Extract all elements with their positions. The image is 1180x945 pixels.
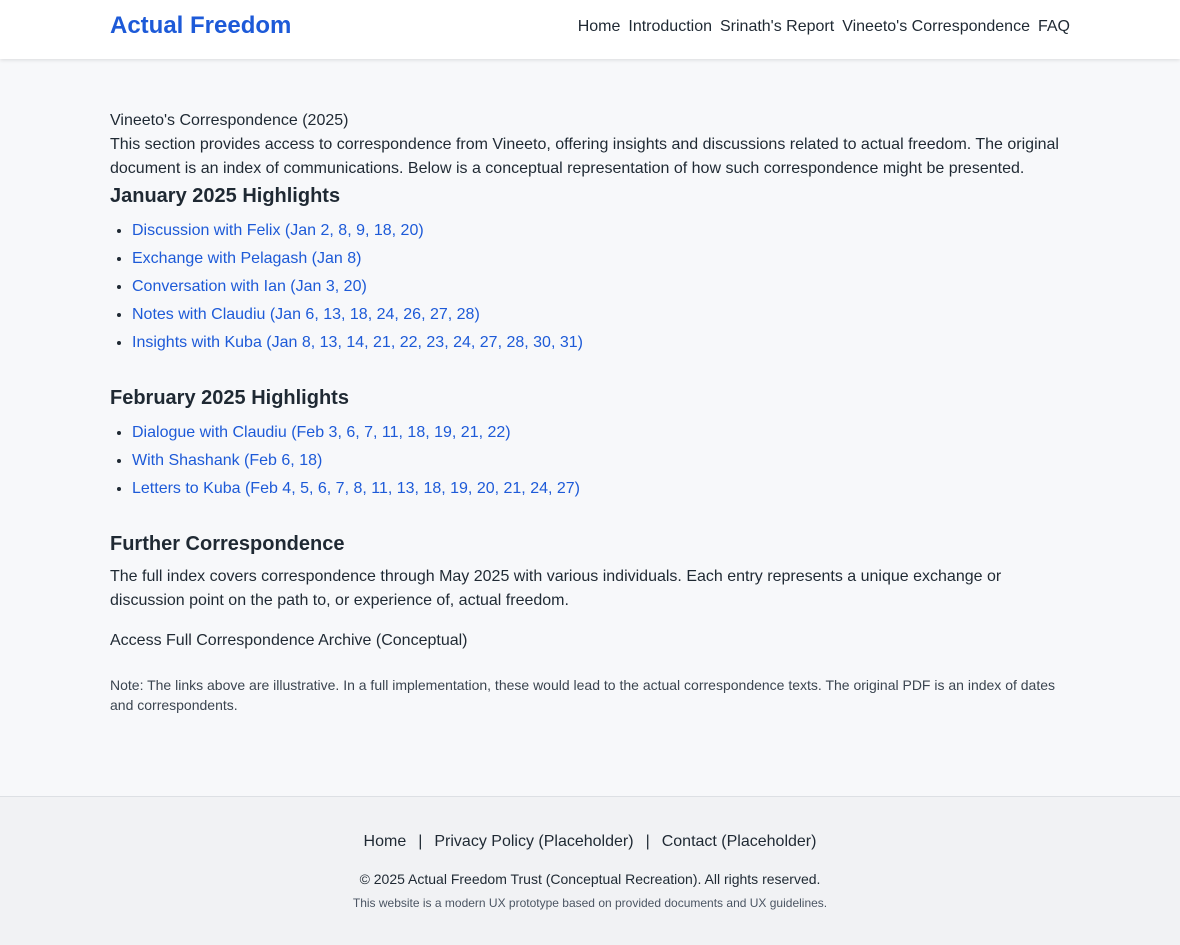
list-item [132, 301, 1070, 329]
nav-introduction[interactable]: Introduction [628, 18, 712, 35]
intro-text: This section provides access to correspondence from Vineeto, offering insights and discussions related to actual freedom. The original document is an index of communications. Below is a conceptual representation of how such correspondence might be presented. [110, 136, 1059, 177]
site-footer [0, 796, 1180, 945]
list-item [132, 273, 1070, 301]
nav-vineetos-correspondence[interactable]: Vineeto's Correspondence [842, 18, 1030, 35]
correspondence-link-shashank[interactable]: With Shashank (Feb 6, 18) [132, 452, 323, 469]
nav-home[interactable]: Home [577, 18, 621, 35]
january-heading: January 2025 Highlights [110, 185, 341, 207]
correspondence-link-pelagash[interactable]: Exchange with Pelagash (Jan 8) [132, 250, 362, 267]
nav-faq[interactable]: FAQ [1037, 18, 1070, 35]
footer-separator: | [418, 833, 423, 850]
further-section [110, 529, 1070, 653]
list-item [132, 329, 1070, 357]
further-heading: Further Correspondence [110, 533, 345, 555]
footer-links [0, 831, 1180, 853]
correspondence-link-ian[interactable]: Conversation with Ian (Jan 3, 20) [132, 278, 367, 295]
footer-separator: | [645, 833, 650, 850]
footer-link-privacy[interactable]: Privacy Policy (Placeholder) [434, 833, 634, 850]
january-list [110, 217, 1070, 357]
copyright-text: © 2025 Actual Freedom Trust (Conceptual Recreation). All rights reserved. [359, 871, 821, 887]
correspondence-link-felix[interactable]: Discussion with Felix (Jan 2, 8, 9, 18, 20) [132, 222, 424, 239]
january-section [110, 181, 1070, 357]
february-section [110, 383, 1070, 503]
list-item [132, 447, 1070, 475]
correspondence-link-kuba-feb[interactable]: Letters to Kuba (Feb 4, 5, 6, 7, 8, 11, 13, 18, 19, 20, 21, 24, 27) [132, 480, 580, 497]
main-nav [578, 18, 1070, 36]
footer-link-contact[interactable]: Contact (Placeholder) [661, 833, 817, 850]
disclaimer-text: This website is a modern UX prototype based on provided documents and UX guidelines. [352, 896, 828, 910]
february-heading: February 2025 Highlights [110, 387, 349, 409]
page-title: Vineeto's Correspondence (2025) [110, 112, 349, 129]
main-content [110, 59, 1070, 715]
list-item [132, 475, 1070, 503]
nav-srinaths-report[interactable]: Srinath's Report [719, 18, 835, 35]
footer-link-home[interactable]: Home [363, 833, 407, 850]
list-item [132, 217, 1070, 245]
note-text: Note: The links above are illustrative. In a full implementation, these would lead to the actual correspondence texts. The original PDF is an index of dates and correspondents. [110, 677, 1056, 713]
correspondence-link-claudiu-jan[interactable]: Notes with Claudiu (Jan 6, 13, 18, 24, 26, 27, 28) [132, 306, 480, 323]
site-header [0, 0, 1180, 59]
brand-logo-link[interactable]: Actual Freedom [110, 12, 292, 39]
archive-link[interactable]: Access Full Correspondence Archive (Conceptual) [110, 632, 468, 649]
further-text: The full index covers correspondence through May 2025 with various individuals. Each entry represents a unique exchange or discussion point on the path to, or experience of, actual freedom. [110, 568, 1002, 609]
correspondence-link-claudiu-feb[interactable]: Dialogue with Claudiu (Feb 3, 6, 7, 11, 18, 19, 21, 22) [132, 424, 511, 441]
list-item [132, 245, 1070, 273]
correspondence-link-kuba-jan[interactable]: Insights with Kuba (Jan 8, 13, 14, 21, 22, 23, 24, 27, 28, 30, 31) [132, 334, 583, 351]
list-item [132, 419, 1070, 447]
february-list [110, 419, 1070, 503]
